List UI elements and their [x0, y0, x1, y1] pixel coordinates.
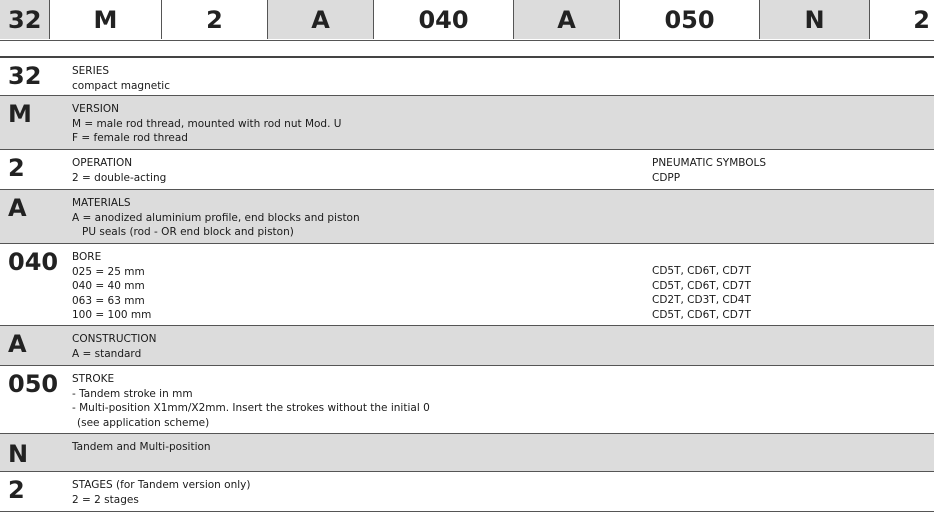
row-title: BORE [72, 251, 102, 263]
row-code: M [8, 100, 32, 128]
code-cell-operation: 2 [162, 0, 268, 39]
ordering-code-table [0, 56, 934, 512]
row-stroke [0, 366, 934, 434]
symbol-line: CDPP [652, 171, 681, 184]
row-title: SERIES [72, 65, 109, 77]
row-version [0, 96, 934, 150]
row-line: - Multi-position X1mm/X2mm. Insert the strokes without the initial 0 [72, 402, 430, 414]
code-cell-stroke: 050 [620, 0, 760, 39]
row-stages [0, 472, 934, 512]
row-line: 100 = 100 mm [72, 309, 152, 321]
row-title: OPERATION [72, 157, 133, 169]
row-title: STROKE [72, 373, 115, 385]
row-line: 040 = 40 mm [72, 280, 145, 292]
row-line: 2 = double-acting [72, 171, 167, 184]
ordering-code-bar [0, 0, 934, 41]
symbol-line: CD5T, CD6T, CD7T [652, 265, 751, 277]
row-code: 32 [8, 62, 42, 90]
row-bore [0, 244, 934, 326]
row-code: 050 [8, 370, 59, 398]
row-code: 040 [8, 248, 59, 276]
row-line: (see application scheme) [77, 416, 210, 429]
row-code: 2 [8, 154, 25, 182]
row-construction [0, 326, 934, 366]
row-mode [0, 434, 934, 472]
code-cell-stages: 2 [913, 5, 930, 34]
row-line: 2 = 2 stages [72, 493, 139, 506]
code-cell-construction: A [514, 0, 620, 39]
row-line: compact magnetic [72, 79, 171, 92]
row-series [0, 58, 934, 96]
code-cell-bore: 040 [374, 0, 514, 39]
symbol-line: CD5T, CD6T, CD7T [652, 308, 751, 321]
row-operation [0, 150, 934, 190]
code-cell-mode: N [760, 0, 870, 39]
code-cell-series: 32 [0, 0, 50, 39]
row-materials [0, 190, 934, 244]
row-title: CONSTRUCTION [72, 333, 157, 345]
row-line: 063 = 63 mm [72, 294, 145, 307]
row-line: A = anodized aluminium profile, end blocks and piston [72, 211, 360, 224]
row-title: VERSION [72, 103, 119, 115]
row-title: STAGES (for Tandem version only) [72, 479, 251, 491]
row-line: M = male rod thread, mounted with rod nut Mod. U [72, 117, 342, 130]
code-cell-version: M [50, 0, 162, 39]
row-title: Tandem and Multi-position [72, 441, 211, 453]
row-code: A [8, 330, 27, 358]
symbol-line: CD5T, CD6T, CD7T [652, 279, 751, 292]
row-line: PU seals (rod - OR end block and piston) [82, 226, 294, 238]
row-line: - Tandem stroke in mm [72, 387, 193, 400]
row-code: 2 [8, 476, 25, 504]
row-line: F = female rod thread [72, 132, 188, 144]
row-title: MATERIALS [72, 197, 131, 209]
row-code: A [8, 194, 27, 222]
code-cell-materials: A [268, 0, 374, 39]
symbol-line: CD2T, CD3T, CD4T [652, 294, 751, 306]
symbols-title: PNEUMATIC SYMBOLS [652, 157, 767, 169]
row-line: A = standard [72, 347, 142, 360]
row-code: N [8, 440, 29, 468]
row-line: 025 = 25 mm [72, 265, 145, 278]
